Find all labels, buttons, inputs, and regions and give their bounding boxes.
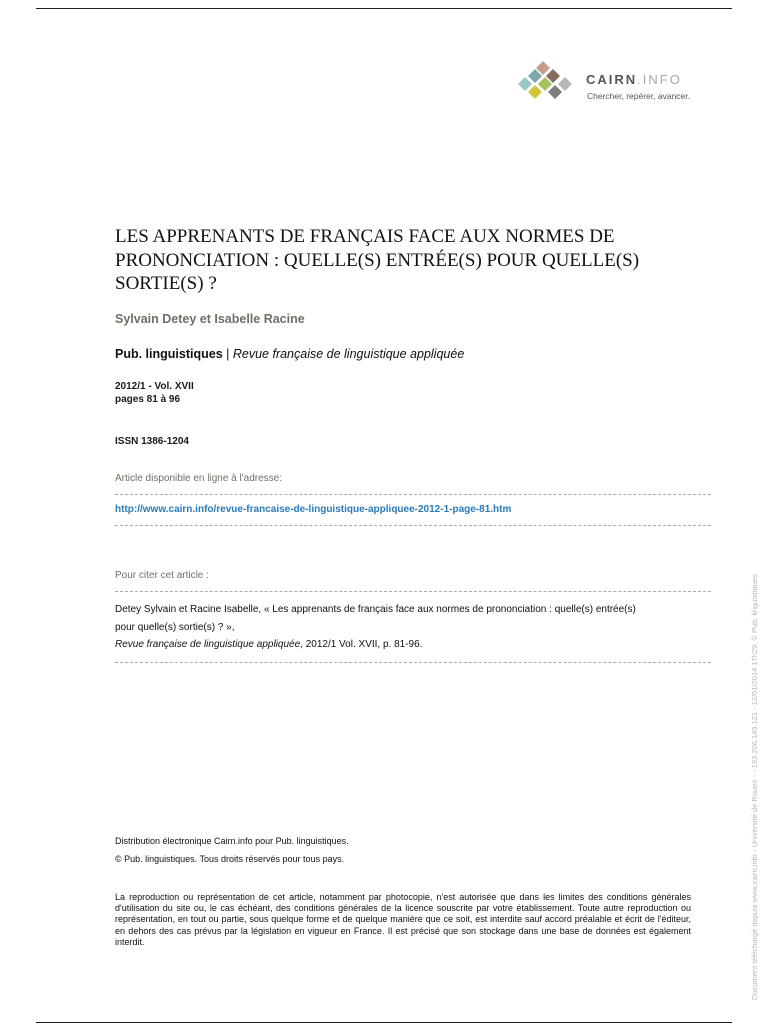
citation-details: , 2012/1 Vol. XVII, p. 81-96.	[300, 639, 423, 650]
dashed-divider	[115, 591, 711, 592]
publisher-name: Pub. linguistiques	[115, 347, 223, 361]
issn: ISSN 1386-1204	[115, 436, 189, 447]
cairn-logo-mark-icon	[512, 60, 574, 102]
citation-journal: Revue française de linguistique appliquée	[115, 639, 301, 650]
bottom-rule	[36, 1022, 732, 1023]
journal-separator: |	[222, 347, 233, 361]
journal-name: Revue française de linguistique appliquée	[232, 347, 465, 361]
article-title: LES APPRENANTS DE FRANÇAIS FACE AUX NORMES DE PRONONCIATION : QUELLE(S) ENTRÉE(S) POUR QUELLE(S) SORTIE(S) ?	[115, 226, 640, 294]
dashed-divider	[115, 662, 711, 663]
citation-line-1: Detey Sylvain et Racine Isabelle, « Les apprenants de français face aux normes de prononciation : quelle(s) entrée(s)	[115, 604, 636, 615]
logo-diamond	[528, 85, 542, 99]
citation-line-2: pour quelle(s) sortie(s) ? »,	[115, 621, 235, 633]
logo-tagline: Chercher, repérer, avancer.	[587, 91, 691, 101]
citation-line-3	[115, 636, 725, 654]
legal-notice: La reproduction ou représentation de cet article, notamment par photocopie, n'est autorisée que dans les limites des conditions générales d'utilisation du site ou, le cas échéant, des conditions générales de la licence souscrite par votre établissement. Toute autre reproduction ou représentation, en tout ou partie, sous quelque forme et de quelque manière que ce soit, est interdite sauf accord préalable et écrit de l'éditeur, en dehors des cas prévus par la législation en vigueur en France. Il est précisé que son stockage dans une base de données est également interdit.	[115, 892, 691, 947]
cairn-logo[interactable]	[512, 60, 702, 104]
dashed-divider	[115, 525, 711, 526]
issue-info	[115, 380, 194, 406]
top-rule	[36, 8, 732, 9]
logo-diamond	[548, 85, 562, 99]
distribution-note: Distribution électronique Cairn.info pour Pub. linguistiques.	[115, 836, 349, 846]
logo-wordmark: CAIRN.INFO	[586, 72, 682, 87]
dashed-divider	[115, 494, 711, 495]
article-url-link[interactable]: http://www.cairn.info/revue-francaise-de-linguistique-appliquee-2012-1-page-81.htm	[115, 504, 512, 515]
cite-label: Pour citer cet article :	[115, 570, 209, 581]
citation-text	[115, 601, 725, 654]
issue-pages: pages 81 à 96	[115, 394, 181, 405]
online-label: Article disponible en ligne à l'adresse:	[115, 473, 283, 484]
download-watermark: Document téléchargé depuis www.cairn.info - Université de Rouen - - 193.206.149.121 - 12/01/2014 17h29. © Pub. linguistiques	[750, 574, 759, 1000]
journal-line	[115, 347, 464, 361]
issue-volume: 2012/1 - Vol. XVII	[115, 381, 194, 392]
logo-diamond	[518, 77, 532, 91]
article-authors: Sylvain Detey et Isabelle Racine	[115, 312, 305, 326]
copyright-note: © Pub. linguistiques. Tous droits réservés pour tous pays.	[115, 854, 345, 864]
logo-diamond	[558, 77, 572, 91]
